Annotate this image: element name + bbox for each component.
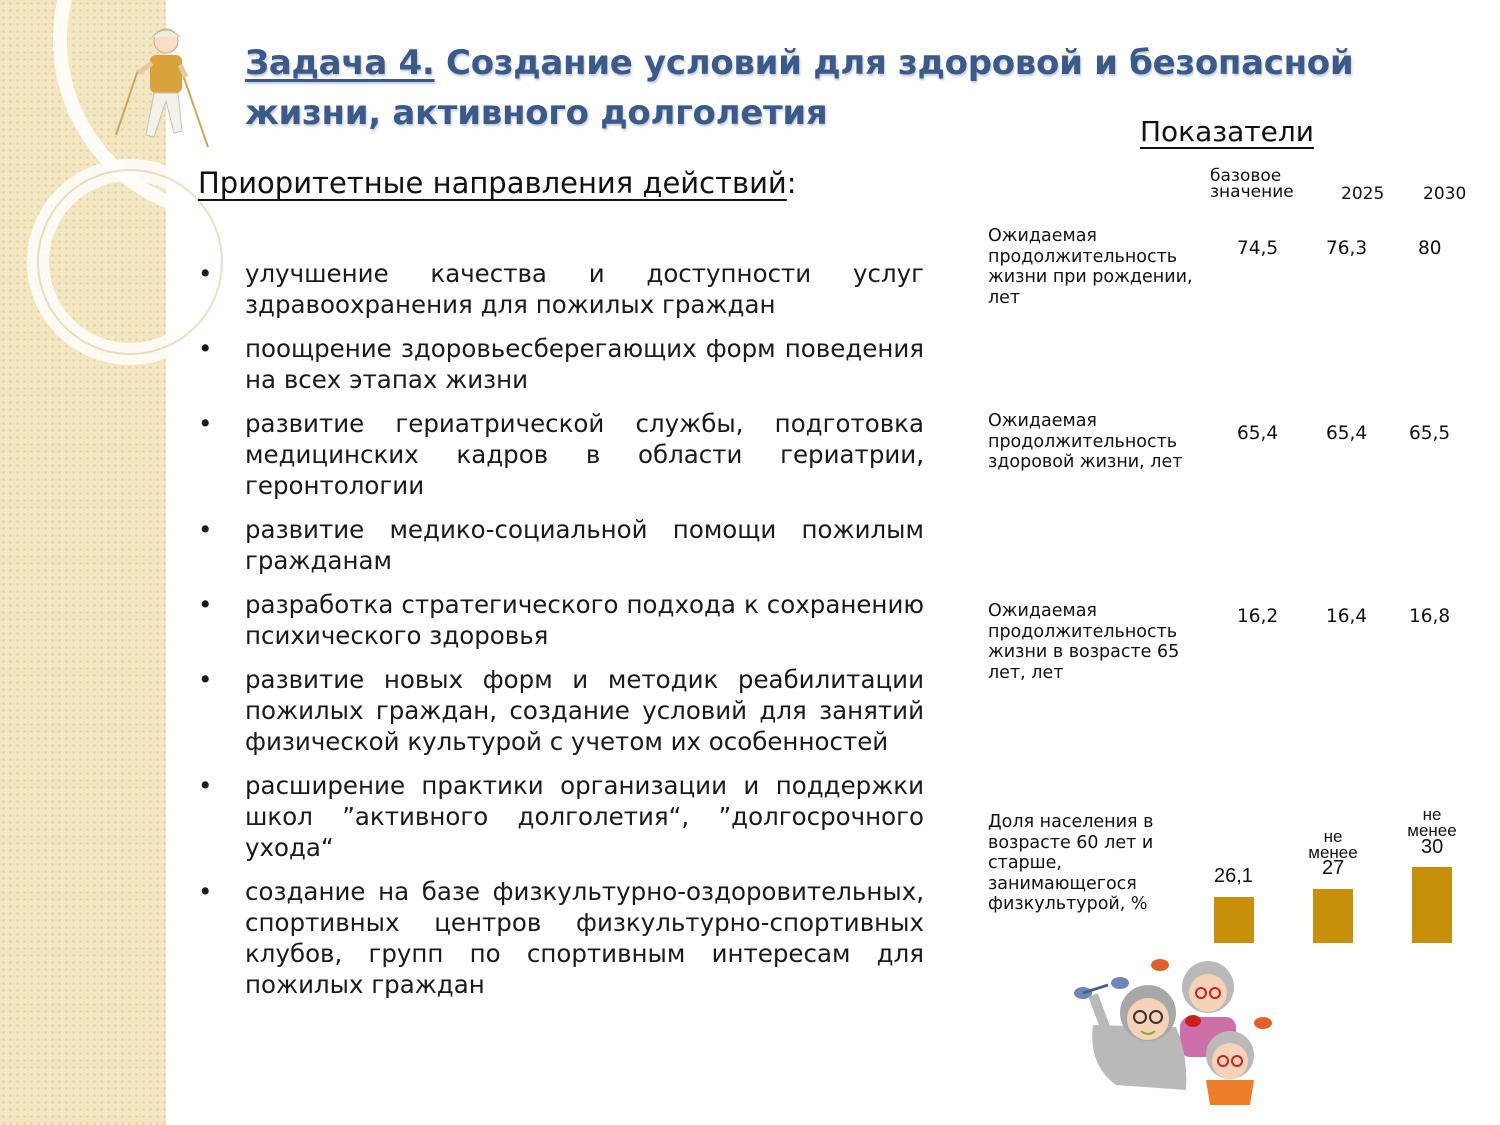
indicator-value-base: 65,4 bbox=[1237, 423, 1279, 444]
sport-bar-prefix bbox=[1399, 807, 1465, 839]
sport-bar-value: 26,1 bbox=[1214, 865, 1253, 887]
list-item-text: развитие гериатрической службы, подготовка медицинских кадров в области гериатрии, геронтологии bbox=[245, 409, 924, 500]
list-item-text: развитие новых форм и методик реабилитации пожилых граждан, создание условий для занятий физической культурой с учетом их особенностей bbox=[245, 665, 924, 756]
column-header-base-line1: базовое bbox=[1210, 166, 1282, 186]
sport-bar-prefix-line2: менее bbox=[1407, 821, 1457, 840]
priorities-list bbox=[198, 258, 924, 1013]
indicator-label-healthy-life: Ожидаемая продолжительность здоровой жизни, лет bbox=[988, 411, 1183, 472]
column-header-base bbox=[1210, 168, 1294, 200]
indicator-value-2030: 16,8 bbox=[1409, 606, 1451, 627]
list-item-text: разработка стратегического подхода к сохранению психического здоровья bbox=[245, 590, 924, 650]
list-item bbox=[198, 408, 924, 501]
bullet-icon: • bbox=[198, 259, 213, 288]
priorities-heading-colon: : bbox=[786, 166, 797, 200]
title-task-number: Задача 4. bbox=[245, 43, 435, 83]
indicator-value-base: 16,2 bbox=[1237, 606, 1279, 627]
sport-bar bbox=[1313, 889, 1353, 943]
sport-bar bbox=[1214, 897, 1254, 943]
bullet-icon: • bbox=[198, 590, 213, 619]
indicator-label-life-at-65: Ожидаемая продолжительность жизни в возрасте 65 лет, лет bbox=[988, 601, 1180, 683]
indicator-label-sport-share: Доля населения в возрасте 60 лет и старше, занимающегося физкультурой, % bbox=[988, 812, 1154, 914]
indicator-value-2025: 76,3 bbox=[1326, 238, 1368, 259]
bullet-icon: • bbox=[198, 665, 213, 694]
sport-bar-prefix-line1: не bbox=[1422, 805, 1442, 824]
column-header-2025: 2025 bbox=[1341, 184, 1385, 204]
indicators-heading: Показатели bbox=[1140, 115, 1314, 148]
indicator-value-base: 74,5 bbox=[1237, 238, 1279, 259]
list-item-text: расширение практики организации и поддержки школ ”активного долголетия“, ”долгосрочного ухода“ bbox=[245, 771, 924, 862]
bullet-icon: • bbox=[198, 771, 213, 800]
list-item-text: создание на базе физкультурно-оздоровительных, спортивных центров физкультурно-спортивных клубов, групп по спортивным интересам для пожилых граждан bbox=[245, 877, 924, 999]
list-item-text: поощрение здоровьесберегающих форм поведения на всех этапах жизни bbox=[245, 334, 924, 394]
bullet-icon: • bbox=[198, 515, 213, 544]
indicator-label-life-expectancy: Ожидаемая продолжительность жизни при рождении, лет bbox=[988, 226, 1193, 308]
priorities-heading-text: Приоритетные направления действий bbox=[198, 166, 787, 200]
sport-bar-prefix-line2: менее bbox=[1308, 843, 1358, 862]
indicator-value-2030: 80 bbox=[1418, 238, 1442, 259]
list-item-text: улучшение качества и доступности услуг здравоохранения для пожилых граждан bbox=[245, 259, 924, 319]
list-item bbox=[198, 258, 924, 320]
title-text: Создание условий для здоровой и безопасной жизни, активного долголетия bbox=[245, 43, 1354, 133]
list-item-text: развитие медико-социальной помощи пожилым гражданам bbox=[245, 515, 924, 575]
list-item bbox=[198, 770, 924, 863]
list-item bbox=[198, 664, 924, 757]
column-header-2030: 2030 bbox=[1423, 184, 1467, 204]
exercising-seniors-icon bbox=[1068, 955, 1283, 1105]
priorities-heading bbox=[198, 166, 797, 200]
bullet-icon: • bbox=[198, 409, 213, 438]
column-header-base-line2: значение bbox=[1210, 182, 1294, 202]
sport-bar-prefix-line1: не bbox=[1323, 827, 1343, 846]
list-item bbox=[198, 514, 924, 576]
indicator-value-2025: 65,4 bbox=[1326, 423, 1368, 444]
walking-senior-icon bbox=[108, 25, 218, 155]
indicator-value-2030: 65,5 bbox=[1409, 423, 1451, 444]
bullet-icon: • bbox=[198, 877, 213, 906]
bullet-icon: • bbox=[198, 334, 213, 363]
sport-bar-value: 27 bbox=[1322, 857, 1345, 879]
indicator-value-2025: 16,4 bbox=[1326, 606, 1368, 627]
list-item bbox=[198, 589, 924, 651]
sport-bar bbox=[1412, 867, 1452, 943]
list-item bbox=[198, 876, 924, 1000]
sport-bar-value: 30 bbox=[1421, 836, 1444, 858]
list-item bbox=[198, 333, 924, 395]
